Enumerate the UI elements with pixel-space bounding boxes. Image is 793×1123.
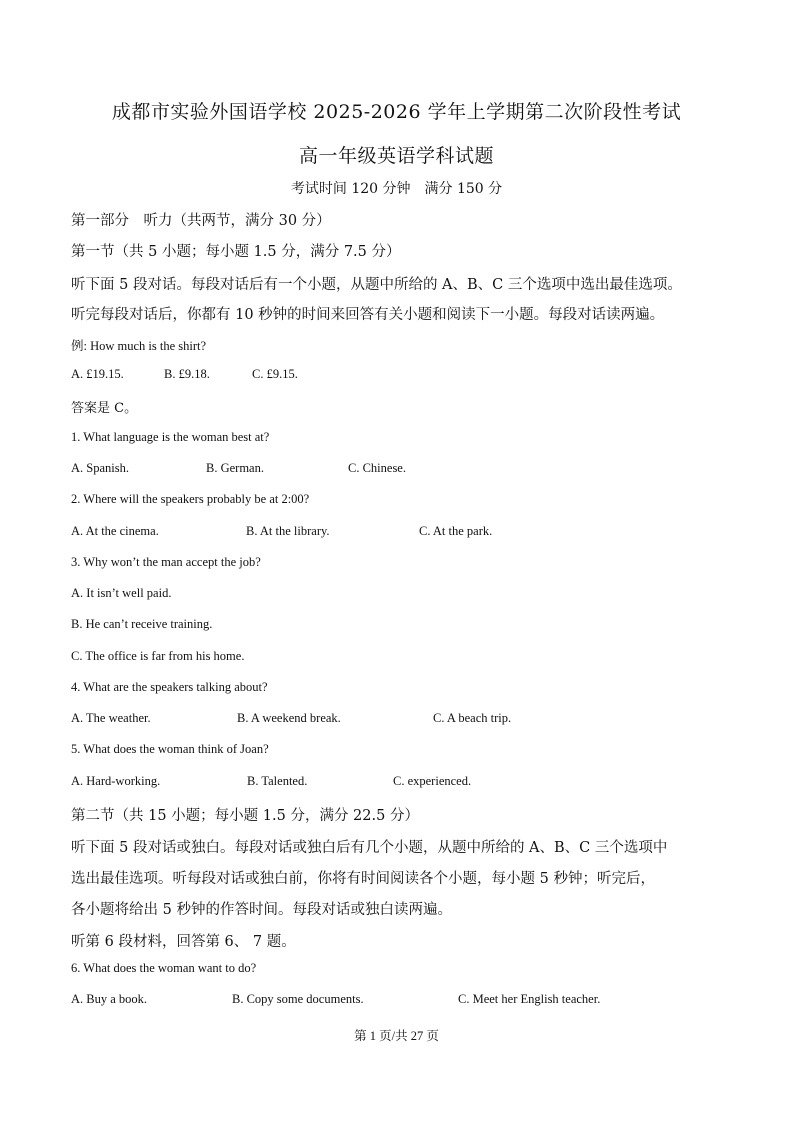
- section1-instruction-line2: 听完每段对话后，你都有 10 秒钟的时间来回答有关小题和阅读下一小题。每段对话读两遍。: [71, 307, 665, 323]
- section2-instruction-line3: 各小题将给出 5 秒钟的作答时间。每段对话或独白读两遍。: [71, 902, 452, 918]
- section2-instruction-line1: 听下面 5 段对话或独白。每段对话或独白后有几个小题，从题中所给的 A、B、C 三个选项中: [71, 840, 668, 856]
- example-option-a: A. £19.15.: [71, 367, 124, 381]
- question-3-option-a: A. It isn’t well paid.: [71, 586, 172, 600]
- section2-heading: 第二节（共 15 小题；每小题 1.5 分，满分 22.5 分）: [71, 808, 419, 824]
- question-3-option-b: B. He can’t receive training.: [71, 617, 213, 631]
- example-answer: 答案是 C。: [71, 401, 138, 416]
- question-2-option-a: A. At the cinema.: [71, 524, 159, 538]
- example-question: 例: How much is the shirt?: [71, 339, 207, 353]
- page-number: 第 1 页/共 27 页: [354, 1029, 439, 1043]
- question-5-option-a: A. Hard-working.: [71, 774, 161, 788]
- exam-title: 成都市实验外国语学校 2025-2026 学年上学期第二次阶段性考试: [111, 101, 682, 123]
- question-2-option-b: B. At the library.: [246, 524, 330, 538]
- material-6-intro: 听第 6 段材料，回答第 6、 7 题。: [71, 934, 296, 950]
- question-4-option-b: B. A weekend break.: [237, 711, 341, 725]
- question-4-option-c: C. A beach trip.: [433, 711, 512, 725]
- question-6-option-a: A. Buy a book.: [71, 992, 148, 1006]
- question-2: 2. Where will the speakers probably be at 2:00?: [71, 492, 310, 506]
- question-6: 6. What does the woman want to do?: [71, 961, 257, 975]
- part1-heading: 第一部分 听力（共两节，满分 30 分）: [71, 213, 331, 229]
- question-5: 5. What does the woman think of Joan?: [71, 742, 269, 756]
- question-1-option-b: B. German.: [206, 461, 264, 475]
- question-1: 1. What language is the woman best at?: [71, 430, 270, 444]
- section2-instruction-line2: 选出最佳选项。听每段对话或独白前，你将有时间阅读各个小题，每小题 5 秒钟；听完后，: [71, 871, 655, 887]
- section1-instruction-line1: 听下面 5 段对话。每段对话后有一个小题，从题中所给的 A、B、C 三个选项中选出最佳选项。: [71, 277, 682, 293]
- example-option-b: B. £9.18.: [164, 367, 210, 381]
- question-1-option-c: C. Chinese.: [348, 461, 406, 475]
- question-3-option-c: C. The office is far from his home.: [71, 649, 245, 663]
- section1-heading: 第一节（共 5 小题；每小题 1.5 分，满分 7.5 分）: [71, 244, 401, 260]
- question-6-option-b: B. Copy some documents.: [232, 992, 364, 1006]
- question-5-option-c: C. experienced.: [393, 774, 472, 788]
- question-1-option-a: A. Spanish.: [71, 461, 129, 475]
- question-2-option-c: C. At the park.: [419, 524, 493, 538]
- exam-subtitle: 高一年级英语学科试题: [298, 145, 494, 167]
- example-option-c: C. £9.15.: [252, 367, 298, 381]
- question-4-option-a: A. The weather.: [71, 711, 151, 725]
- question-4: 4. What are the speakers talking about?: [71, 680, 268, 694]
- question-3: 3. Why won’t the man accept the job?: [71, 555, 261, 569]
- question-6-option-c: C. Meet her English teacher.: [458, 992, 601, 1006]
- question-5-option-b: B. Talented.: [247, 774, 308, 788]
- exam-time-info: 考试时间 120 分钟 满分 150 分: [290, 181, 503, 197]
